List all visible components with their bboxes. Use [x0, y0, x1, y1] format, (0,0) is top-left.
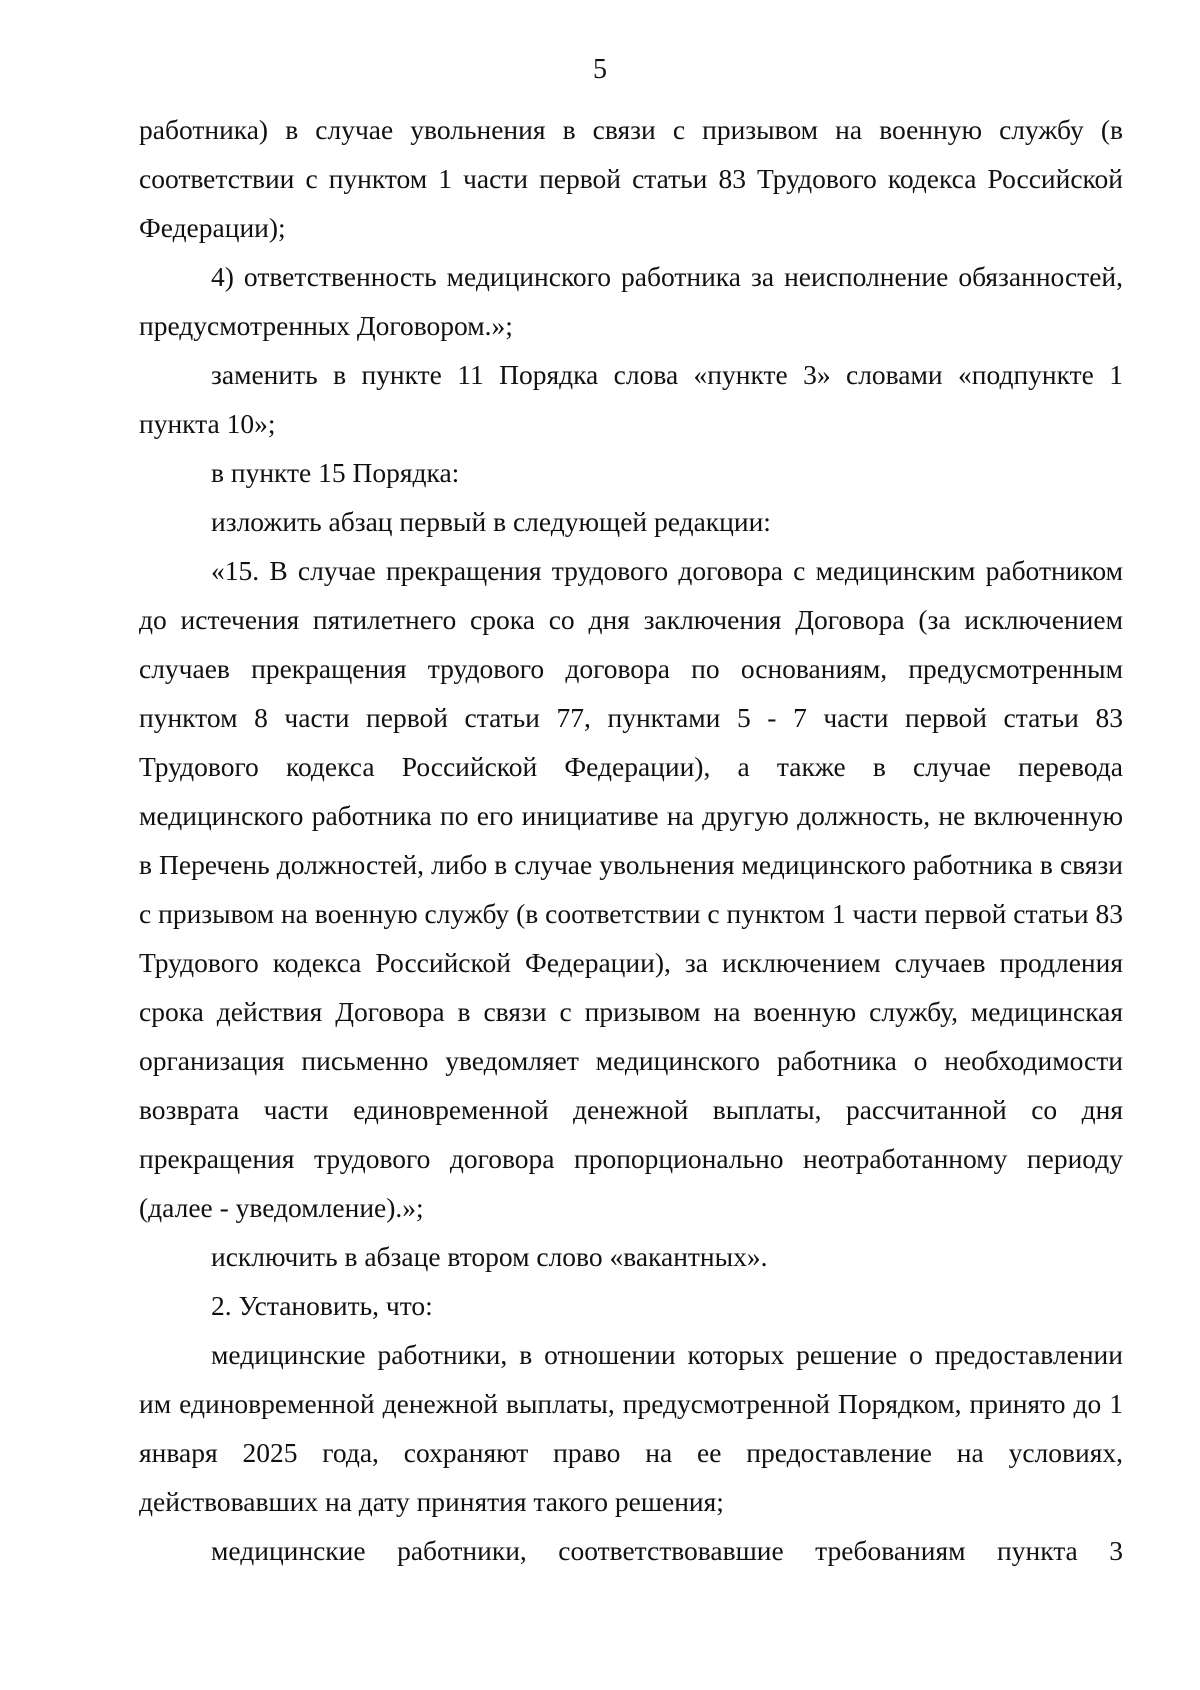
paragraph-item-4: 4) ответственность медицинского работника за неисполнение обязанностей, предусмотренных Договором.»; [139, 261, 1123, 341]
paragraph-point-15-text: «15. В случае прекращения трудового договора с медицинским работником до истечения пятилетнего срока со дня заключения Договора (за исключением случаев прекращения трудового договора по основаниям, предусмотренным пунктом 8 части первой статьи 77, пунктами 5 - 7 части первой статьи 83 Трудового кодекса Российской Федерации), а также в случае перевода медицинского работника по его инициативе на другую должность, не включенную в Перечень должностей, либо в случае увольнения медицинского работника в связи с призывом на военную службу (в соответствии с пунктом 1 части первой статьи 83 Трудового кодекса Российской Федерации), за исключением случаев продления срока действия Договора в связи с призывом на военную службу, медицинская организация письменно уведомляет медицинского работника о необходимости возврата части единовременной денежной выплаты, рассчитанной со дня прекращения трудового договора пропорционально неотработанному периоду (далее - уведомление).»; [139, 555, 1123, 1223]
paragraph-replace-point-11: заменить в пункте 11 Порядка слова «пункте 3» словами «подпункте 1 пункта 10»; [139, 359, 1123, 439]
paragraph-exclude-word: исключить в абзаце втором слово «вакантных». [211, 1241, 768, 1272]
page-number: 5 [593, 54, 607, 85]
document-body [139, 105, 1123, 1575]
paragraph-continuation: работника) в случае увольнения в связи с призывом на военную службу (в соответствии с пунктом 1 части первой статьи 83 Трудового кодекса Российской Федерации); [139, 114, 1123, 243]
paragraph-section-2-first: медицинские работники, в отношении которых решение о предоставлении им единовременной денежной выплаты, предусмотренной Порядком, принято до 1 января 2025 года, сохраняют право на ее предоставление на условиях, действовавших на дату принятия такого решения; [139, 1339, 1123, 1517]
paragraph-section-2-second: медицинские работники, соответствовавшие требованиям пункта 3 [211, 1535, 1123, 1566]
paragraph-new-wording-intro: изложить абзац первый в следующей редакции: [211, 506, 771, 537]
paragraph-section-2: 2. Установить, что: [211, 1290, 433, 1321]
paragraph-point-15-intro: в пункте 15 Порядка: [211, 457, 460, 488]
